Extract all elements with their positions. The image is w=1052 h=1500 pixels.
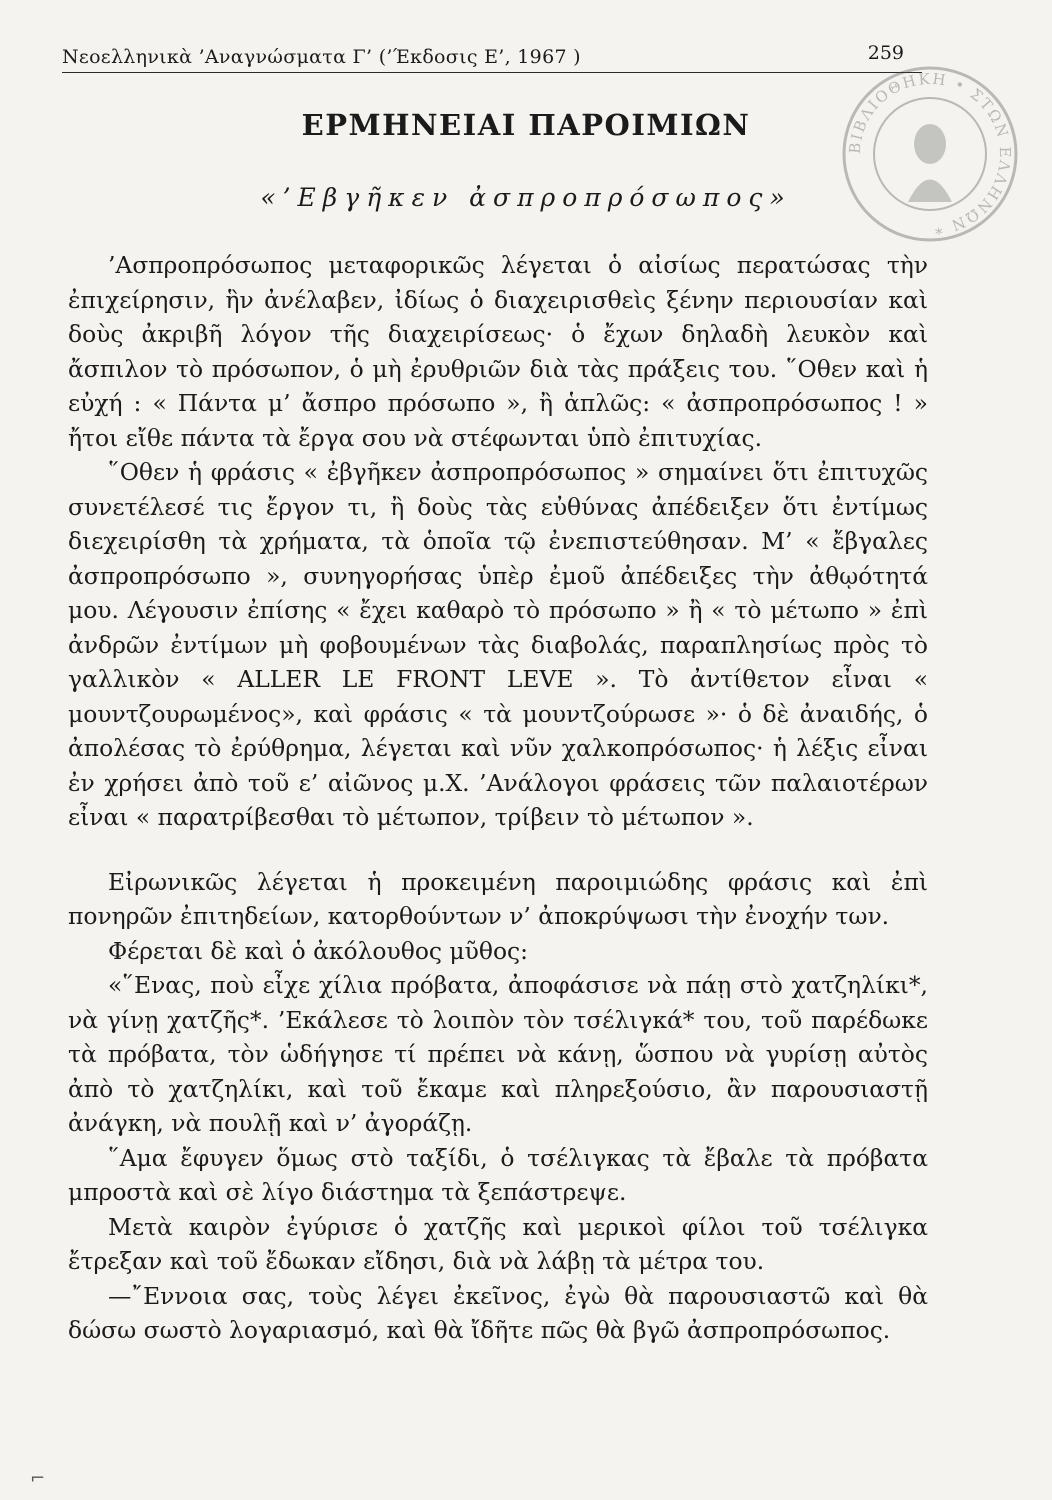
paragraph: ῞Αμα ἔφυγεν ὅμως στὸ ταξίδι, ὁ τσέλιγκας τὰ ἔβαλε τὰ πρόβατα μπροστὰ καὶ σὲ λίγο διάστημα τὰ ξεπάστρεψε. <box>68 1143 928 1206</box>
paragraph: —῎Εννοια σας, τοὺς λέγει ἐκεῖνος, ἐγὼ θὰ παρουσιαστῶ καὶ θὰ δώσω σωστὸ λογαριασμό, καὶ θὰ ἴδῆτε πῶς θὰ βγῶ ἀσπροπρόσωπος. <box>68 1281 928 1344</box>
paragraph: Μετὰ καιρὸν ἐγύρισε ὁ χατζῆς καὶ μερικοὶ φίλοι τοῦ τσέλιγκα ἔτρεξαν καὶ τοῦ ἔδωκαν εἴδησι, διὰ νὰ λάβῃ τὰ μέτρα του. <box>68 1212 928 1275</box>
section-subtitle: «’Εβγῆκεν ἀσπροπρόσωπος» <box>260 183 792 212</box>
library-stamp <box>838 62 1022 246</box>
header-source: Νεοελληνικὰ ’Αναγνώσματα Γ’ (’Έκδοσις Ε’, 1967 ) <box>62 46 581 68</box>
paragraph: «῞Ενας, ποὺ εἶχε χίλια πρόβατα, ἀποφάσισε νὰ πάῃ στὸ χατζηλίκι*, νὰ γίνῃ χατζῆς*. ’Εκάλεσε τὸ λοιπὸν τὸν τσέλιγκά* του, τοῦ παρέδωκε τὰ πρόβατα, τὸν ὡδήγησε τί πρέπει νὰ κάνῃ, ὥσπου νὰ γυρίσῃ αὐτὸς ἀπὸ τὸ χατζηλίκι, καὶ τοῦ ἔκαμε καὶ πληρεξούσιο, ἂν παρουσιαστῇ ἀνάγκη, νὰ πουλῇ καὶ ν’ ἀγοράζῃ. <box>68 971 928 1137</box>
paragraph: ’Ασπροπρόσωπος μεταφορικῶς λέγεται ὁ αἰσίως περατώσας τὴν ἐπιχείρησιν, ἣν ἀνέλαβεν, ἰδίως ὁ διαχειρισθεὶς ξένην περιουσίαν καὶ δοὺς ἀκριβῆ λόγον τῆς διαχειρίσεως· ὁ ἔχων δηλαδὴ λευκὸν καὶ ἄσπιλον τὸ πρόσωπον, ὁ μὴ ἐρυθριῶν διὰ τὰς πράξεις του. ῞Οθεν καὶ ἡ εὐχή : « Πάντα μ’ ἄσπρο πρόσωπο », ἢ ἁπλῶς: « ἀσπροπρόσωπος ! » ἤτοι εἴθε πάντα τὰ ἔργα σου νὰ στέφωνται ὑπὸ ἐπιτυχίας. <box>68 251 928 452</box>
paragraph: Φέρεται δὲ καὶ ὁ ἀκόλουθος μῦθος: <box>108 936 529 965</box>
page-title: ΕΡΜΗΝΕΙΑΙ ΠΑΡΟΙΜΙΩΝ <box>301 108 751 142</box>
stamp-text: ΒΙΒΛΙΟΘΗΚΗ • ΣΤΩΝ ΕΛΛΗΝΩΝ * <box>845 69 1015 239</box>
body-text <box>68 248 928 1348</box>
paragraph: ῞Οθεν ἡ φράσις « ἐβγῆκεν ἀσπροπρόσωπος » σημαίνει ὅτι ἐπιτυχῶς συνετέλεσέ τις ἔργον τι, ἢ δοὺς τὰς εὐθύνας ἀπέδειξεν ὅτι ἐντίμως διεχειρίσθη τὰ χρήματα, τὰ ὁποῖα τῷ ἐνεπιστεύθησαν. Μ’ « ἔβγαλες ἀσπροπρόσωπο », συνηγορήσας ὑπὲρ ἐμοῦ ἀπέδειξες τὴν ἀθῳότητά μου. Λέγουσιν ἐπίσης « ἔχει καθαρὸ τὸ πρόσωπο » ἢ « τὸ μέτωπο » ἐπὶ ἀνδρῶν ἐντίμων μὴ φοβουμένων τὰς διαβολάς, παραπλησίως πρὸς τὸ γαλλικὸν « ALLER LE FRONT LEVE ». Τὸ ἀντίθετον εἶναι « μουντζουρωμένος», καὶ φράσις « τὰ μουντζούρωσε »· ὁ δὲ ἀναιδής, ὁ ἀπολέσας τὸ ἐρύθρημα, λέγεται καὶ νῦν χαλκοπρόσωπος· ἡ λέξις εἶναι ἐν χρήσει ἀπὸ τοῦ ε’ αἰῶνος μ.Χ. ’Ανάλογοι φράσεις τῶν παλαιοτέρων εἶναι « παρατρίβεσθαι τὸ μέτωπον, τρίβειν τὸ μέτωπον ». <box>68 458 928 831</box>
margin-mark: ⌐ <box>30 1468 46 1489</box>
paragraph: Εἰρωνικῶς λέγεται ἡ προκειμένη παροιμιώδης φράσις καὶ ἐπὶ πονηρῶν ἐπιτηδείων, κατορθούντων ν’ ἀποκρύψωσι τὴν ἐνοχήν των. <box>68 867 928 930</box>
page-number: 259 <box>867 42 904 64</box>
running-header <box>62 38 922 73</box>
